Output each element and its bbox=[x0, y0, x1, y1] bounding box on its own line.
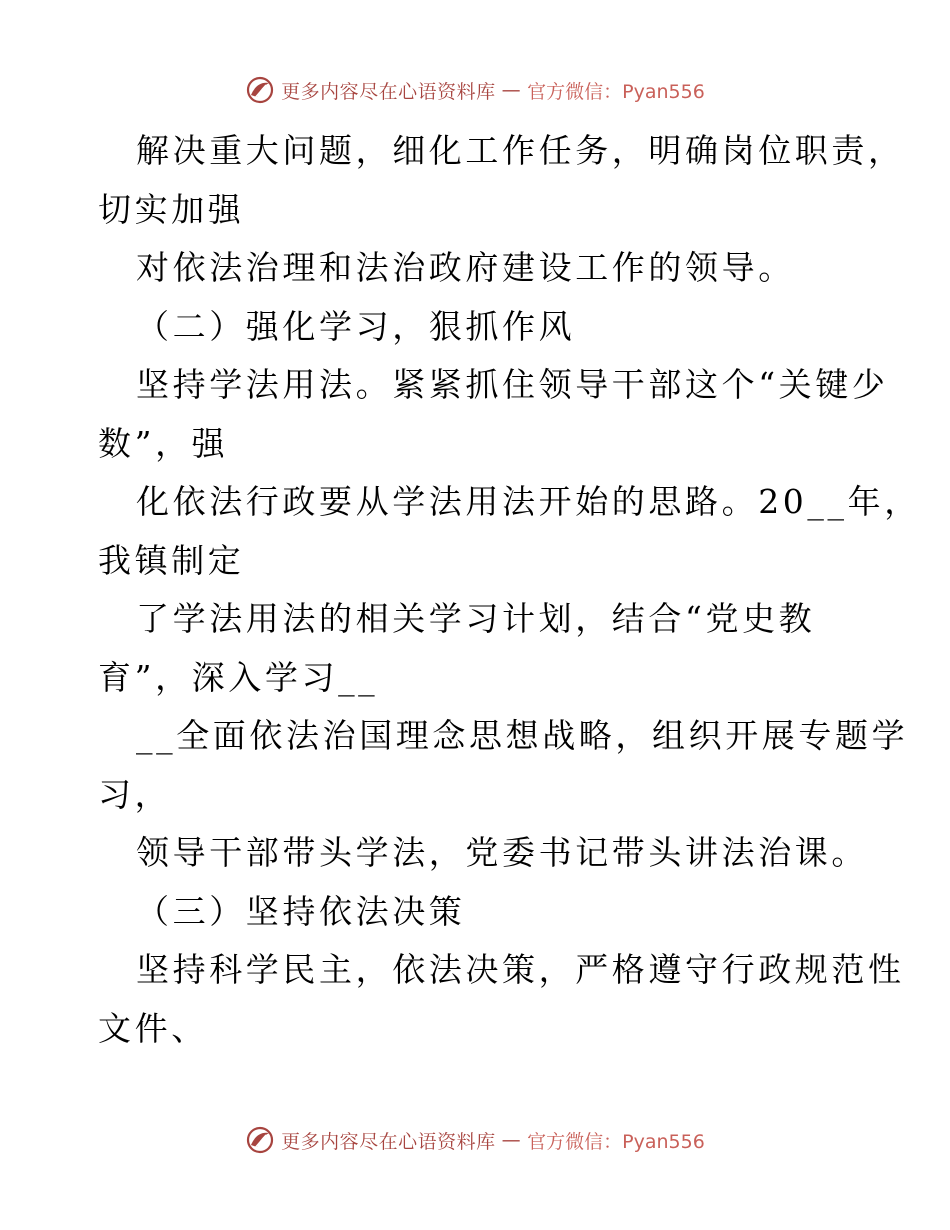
watermark-site-text: 更多内容尽在心语资料库 bbox=[281, 1130, 496, 1153]
body-line: 育”，深入学习__ bbox=[98, 657, 379, 697]
watermark-wechat-text: 官方微信：Pyan556 bbox=[527, 1130, 705, 1153]
watermark-inner bbox=[245, 1125, 705, 1155]
watermark-wechat-text: 官方微信：Pyan556 bbox=[527, 80, 705, 103]
body-line: 坚持科学民主，依法决策，严格遵守行政规范性 bbox=[136, 950, 905, 989]
body-line: 我镇制定 bbox=[98, 540, 245, 580]
watermark-site-text: 更多内容尽在心语资料库 bbox=[281, 80, 496, 103]
body-line: 数”，强 bbox=[98, 423, 229, 463]
watermark-inner bbox=[245, 75, 705, 105]
body-line: 坚持学法用法。紧紧抓住领导干部这个“关键少 bbox=[136, 365, 889, 404]
watermark-separator: — bbox=[501, 1129, 522, 1151]
section-heading: （三）坚持依法决策 bbox=[136, 891, 466, 931]
watermark-header-top bbox=[0, 70, 950, 110]
body-line: 切实加强 bbox=[98, 189, 245, 229]
section-heading: （二）强化学习，狠抓作风 bbox=[136, 306, 576, 346]
body-line: 了学法用法的相关学习计划，结合“党史教 bbox=[136, 599, 816, 638]
watermark-footer bbox=[0, 1120, 950, 1160]
body-line: 文件、 bbox=[98, 1008, 208, 1048]
watermark-separator: — bbox=[501, 79, 522, 101]
pen-logo-icon bbox=[245, 1125, 275, 1155]
body-line: 化依法行政要从学法用法开始的思路。20__年， bbox=[136, 482, 921, 521]
pen-logo-icon bbox=[245, 75, 275, 105]
body-line: 解决重大问题，细化工作任务，明确岗位职责， bbox=[136, 131, 905, 170]
body-line: 习， bbox=[98, 774, 172, 814]
document-body bbox=[98, 122, 921, 1058]
body-line: __全面依法治国理念思想战略，组织开展专题学 bbox=[136, 716, 909, 755]
body-line: 对依法治理和法治政府建设工作的领导。 bbox=[136, 248, 795, 287]
body-line: 领导干部带头学法，党委书记带头讲法治课。 bbox=[136, 833, 868, 872]
